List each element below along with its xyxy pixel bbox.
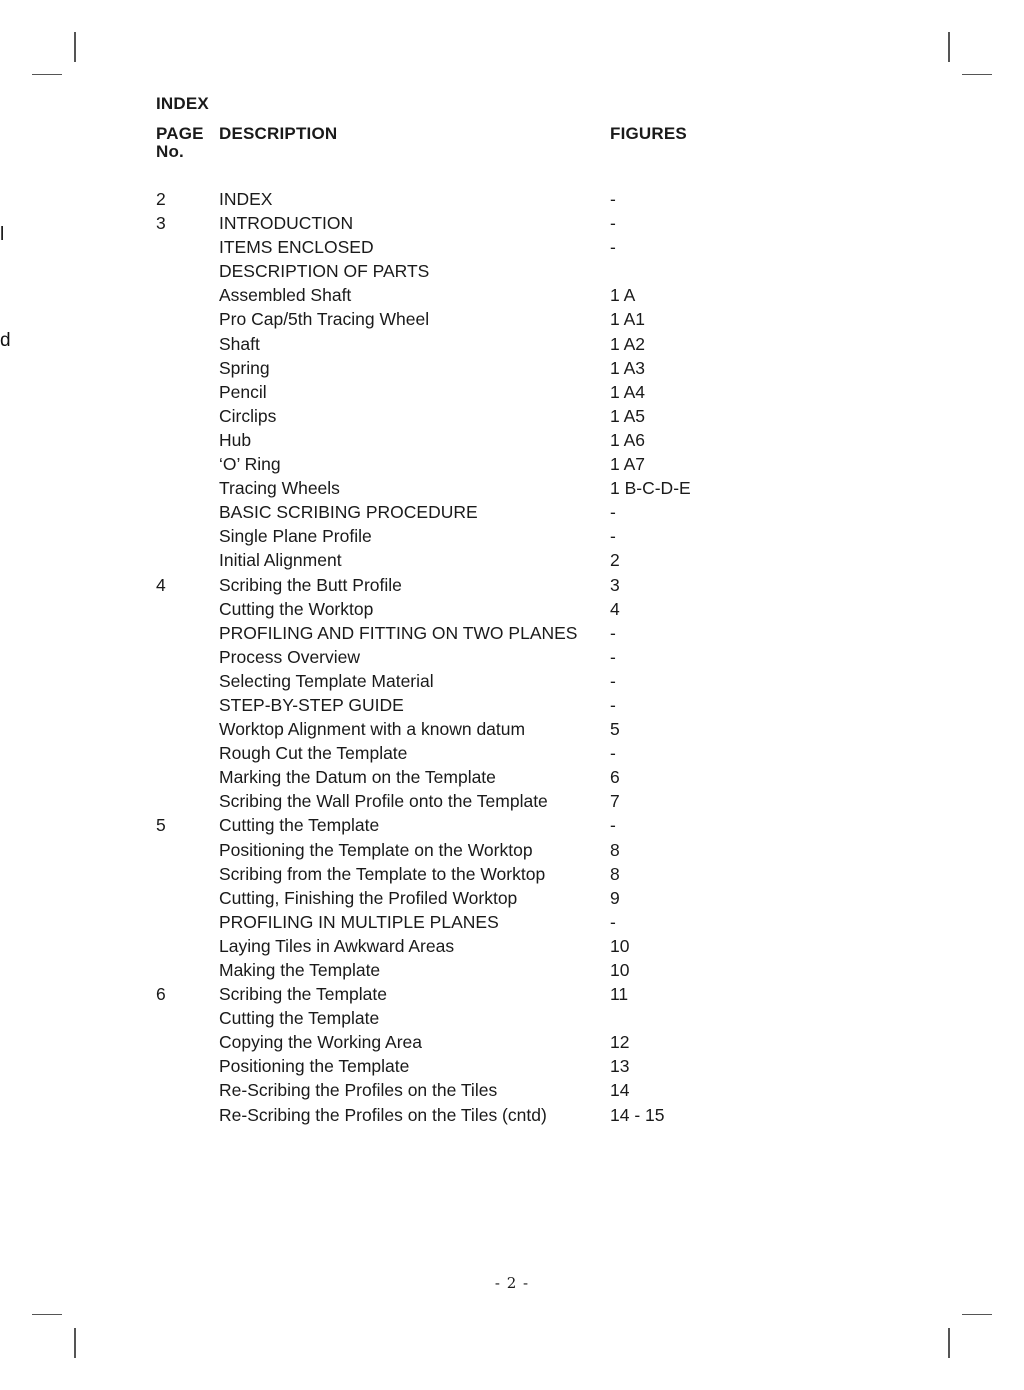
row-description: Pencil bbox=[219, 381, 267, 402]
row-figures: 1 A7 bbox=[610, 454, 646, 475]
edge-mark: l bbox=[0, 224, 5, 245]
row-figures: 10 bbox=[610, 935, 630, 956]
table-row bbox=[0, 380, 1024, 404]
header-description: DESCRIPTION bbox=[219, 124, 338, 143]
table-row bbox=[0, 645, 1024, 669]
table-row bbox=[0, 211, 1024, 235]
row-description: Cutting, Finishing the Profiled Worktop bbox=[219, 887, 518, 908]
row-figures: 14 bbox=[610, 1080, 630, 1101]
row-figures: 13 bbox=[610, 1056, 630, 1077]
row-description: Positioning the Template bbox=[219, 1056, 410, 1077]
row-figures: 14 - 15 bbox=[610, 1104, 665, 1125]
row-figures: 8 bbox=[610, 863, 620, 884]
crop-mark-bottom-right-horizontal bbox=[962, 1314, 992, 1315]
row-figures: 11 bbox=[610, 984, 629, 1005]
table-row bbox=[0, 669, 1024, 693]
table-row bbox=[0, 982, 1024, 1006]
row-page-number: 3 bbox=[156, 213, 166, 234]
row-description: Marking the Datum on the Template bbox=[219, 767, 496, 788]
table-row bbox=[0, 1078, 1024, 1102]
row-figures: 1 B-C-D-E bbox=[610, 478, 691, 499]
crop-mark-bottom-right-vertical bbox=[948, 1328, 950, 1358]
table-row bbox=[0, 693, 1024, 717]
table-row bbox=[0, 838, 1024, 862]
crop-mark-bottom-left-vertical bbox=[74, 1328, 76, 1358]
row-description: Initial Alignment bbox=[219, 550, 342, 571]
table-row bbox=[0, 717, 1024, 741]
row-description: Scribing the Wall Profile onto the Template bbox=[219, 791, 548, 812]
row-description: Cutting the Template bbox=[219, 815, 380, 836]
table-row bbox=[0, 573, 1024, 597]
row-description: Circlips bbox=[219, 405, 277, 426]
row-description: BASIC SCRIBING PROCEDURE bbox=[219, 502, 478, 523]
row-figures: - bbox=[610, 743, 616, 764]
row-figures: - bbox=[610, 670, 616, 691]
row-figures: 8 bbox=[610, 839, 620, 860]
table-row bbox=[0, 404, 1024, 428]
row-figures: 3 bbox=[610, 574, 620, 595]
table-row bbox=[0, 187, 1024, 211]
row-figures: 2 bbox=[610, 550, 620, 571]
table-row bbox=[0, 235, 1024, 259]
row-description: Re-Scribing the Profiles on the Tiles (cntd) bbox=[219, 1104, 547, 1125]
row-figures: - bbox=[610, 213, 616, 234]
row-figures: - bbox=[610, 815, 616, 836]
row-description: Hub bbox=[219, 429, 252, 450]
table-row bbox=[0, 934, 1024, 958]
table-row bbox=[0, 1103, 1024, 1127]
header-page: PAGE bbox=[156, 124, 204, 143]
row-figures: 1 A5 bbox=[610, 405, 646, 426]
row-page-number: 2 bbox=[156, 189, 166, 209]
page-number: - 2 - bbox=[494, 1274, 530, 1292]
table-row bbox=[0, 1006, 1024, 1030]
row-description: Scribing the Butt Profile bbox=[219, 574, 402, 595]
edge-mark: d bbox=[0, 330, 11, 351]
row-description: Positioning the Template on the Worktop bbox=[219, 839, 533, 860]
row-page-number: 4 bbox=[156, 574, 166, 595]
crop-mark-bottom-left-horizontal bbox=[32, 1314, 62, 1315]
table-row bbox=[0, 476, 1024, 500]
row-figures: - bbox=[610, 694, 616, 715]
table-row bbox=[0, 452, 1024, 476]
row-figures: 10 bbox=[610, 960, 630, 980]
row-description: Laying Tiles in Awkward Areas bbox=[219, 935, 455, 956]
crop-mark-top-left-horizontal bbox=[32, 74, 62, 75]
index-table bbox=[0, 187, 1024, 1127]
table-row bbox=[0, 862, 1024, 886]
row-description: Scribing from the Template to the Worktop bbox=[219, 863, 546, 884]
table-row bbox=[0, 813, 1024, 837]
crop-mark-top-right-horizontal bbox=[962, 74, 992, 75]
table-row bbox=[0, 1030, 1024, 1054]
table-row bbox=[0, 958, 1024, 982]
table-row bbox=[0, 356, 1024, 380]
table-row bbox=[0, 332, 1024, 356]
row-description: Process Overview bbox=[219, 646, 361, 667]
row-description: PROFILING IN MULTIPLE PLANES bbox=[219, 911, 499, 932]
table-row bbox=[0, 886, 1024, 910]
row-figures: - bbox=[610, 502, 616, 523]
row-description: Making the Template bbox=[219, 960, 381, 980]
row-description: Scribing the Template bbox=[219, 984, 387, 1005]
row-description: Cutting the Template bbox=[219, 1008, 380, 1029]
table-row bbox=[0, 428, 1024, 452]
row-figures: - bbox=[610, 646, 616, 667]
row-description: PROFILING AND FITTING ON TWO PLANES bbox=[219, 622, 578, 643]
row-figures: - bbox=[610, 911, 616, 932]
table-row bbox=[0, 1054, 1024, 1078]
table-row bbox=[0, 307, 1024, 331]
table-row bbox=[0, 597, 1024, 621]
table-row bbox=[0, 283, 1024, 307]
row-description: STEP-BY-STEP GUIDE bbox=[219, 694, 404, 715]
row-figures: 12 bbox=[610, 1032, 630, 1053]
row-page-number: 6 bbox=[156, 984, 166, 1005]
row-description: Re-Scribing the Profiles on the Tiles bbox=[219, 1080, 498, 1101]
crop-mark-top-right-vertical bbox=[948, 32, 950, 62]
row-figures: - bbox=[610, 622, 616, 643]
header-page-no: No. bbox=[156, 142, 184, 161]
row-figures: 9 bbox=[610, 887, 620, 908]
row-figures: 1 A3 bbox=[610, 357, 646, 378]
row-figures: 7 bbox=[610, 791, 620, 812]
index-title: INDEX bbox=[156, 94, 209, 113]
row-description: Worktop Alignment with a known datum bbox=[219, 719, 526, 740]
row-description: ‘O’ Ring bbox=[219, 454, 281, 475]
table-row bbox=[0, 548, 1024, 572]
row-description: Assembled Shaft bbox=[219, 285, 352, 306]
row-description: Spring bbox=[219, 357, 270, 378]
row-description: INDEX bbox=[219, 189, 273, 209]
table-row bbox=[0, 789, 1024, 813]
table-row bbox=[0, 524, 1024, 548]
header-figures: FIGURES bbox=[610, 124, 687, 143]
crop-mark-top-left-vertical bbox=[74, 32, 76, 62]
table-row bbox=[0, 621, 1024, 645]
row-description: Selecting Template Material bbox=[219, 670, 434, 691]
table-row bbox=[0, 765, 1024, 789]
row-description: INTRODUCTION bbox=[219, 213, 354, 234]
row-figures: 1 A6 bbox=[610, 429, 646, 450]
row-figures: 6 bbox=[610, 767, 620, 788]
table-row bbox=[0, 910, 1024, 934]
row-description: Copying the Working Area bbox=[219, 1032, 422, 1053]
table-row bbox=[0, 259, 1024, 283]
row-figures: - bbox=[610, 526, 616, 547]
row-description: ITEMS ENCLOSED bbox=[219, 237, 374, 258]
row-figures: 5 bbox=[610, 719, 620, 740]
row-description: Rough Cut the Template bbox=[219, 743, 408, 764]
row-figures: 1 A bbox=[610, 285, 636, 306]
row-description: Pro Cap/5th Tracing Wheel bbox=[219, 309, 430, 330]
row-figures: 1 A2 bbox=[610, 333, 646, 354]
row-figures: 4 bbox=[610, 598, 620, 619]
row-figures: 1 A4 bbox=[610, 381, 646, 402]
row-figures: 1 A1 bbox=[610, 309, 646, 330]
table-row bbox=[0, 500, 1024, 524]
row-description: DESCRIPTION OF PARTS bbox=[219, 261, 430, 282]
row-description: Cutting the Worktop bbox=[219, 598, 374, 619]
row-page-number: 5 bbox=[156, 815, 166, 836]
row-description: Tracing Wheels bbox=[219, 478, 340, 499]
row-figures: - bbox=[610, 189, 616, 209]
row-description: Shaft bbox=[219, 333, 260, 354]
row-description: Single Plane Profile bbox=[219, 526, 372, 547]
table-row bbox=[0, 741, 1024, 765]
row-figures: - bbox=[610, 237, 616, 258]
